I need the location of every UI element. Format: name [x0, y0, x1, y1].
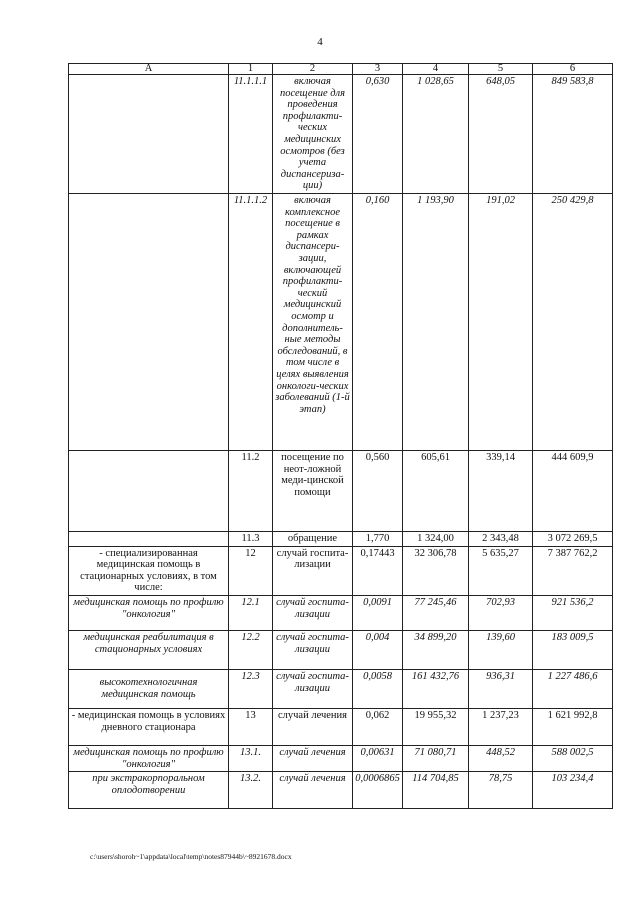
row-col3: 0,0058	[353, 669, 403, 708]
row-col3: 1,770	[353, 532, 403, 547]
row-number: 12	[229, 546, 273, 595]
row-col3: 0,630	[353, 75, 403, 194]
row-col4: 161 432,76	[403, 669, 469, 708]
row-number: 11.2	[229, 451, 273, 532]
table-row	[69, 194, 613, 451]
row-col5: 139,60	[469, 630, 533, 669]
row-col3: 0,00631	[353, 745, 403, 771]
row-number: 11.1.1.1	[229, 75, 273, 194]
row-col6: 250 429,8	[533, 194, 613, 451]
row-col4: 77 245,46	[403, 595, 469, 630]
table-header-row	[69, 64, 613, 75]
row-description	[69, 75, 229, 194]
row-unit: обращение	[273, 532, 353, 547]
row-description: - медицинская помощь в условиях дневного стационара	[69, 708, 229, 745]
row-description	[69, 194, 229, 451]
table-row	[69, 595, 613, 630]
table-row	[69, 630, 613, 669]
row-col5: 2 343,48	[469, 532, 533, 547]
row-description: медицинская помощь по профилю "онкология"	[69, 745, 229, 771]
row-number: 12.2	[229, 630, 273, 669]
row-col4: 71 080,71	[403, 745, 469, 771]
page-number: 4	[317, 36, 323, 48]
row-number: 13.2.	[229, 772, 273, 809]
row-description: при экстракорпоральном оплодотворении	[69, 772, 229, 809]
row-col3: 0,160	[353, 194, 403, 451]
file-path-footer: c:\users\shoroh~1\appdata\local\temp\notes87944b\~8921678.docx	[90, 852, 292, 861]
row-col5: 702,93	[469, 595, 533, 630]
row-description: медицинская реабилитация в стационарных условиях	[69, 630, 229, 669]
data-table	[68, 63, 613, 809]
row-col6: 7 387 762,2	[533, 546, 613, 595]
row-unit: случай лечения	[273, 772, 353, 809]
row-col4: 32 306,78	[403, 546, 469, 595]
row-description: высокотехнологичная медицинская помощь	[69, 669, 229, 708]
row-col5: 448,52	[469, 745, 533, 771]
table-row	[69, 546, 613, 595]
row-col5: 191,02	[469, 194, 533, 451]
row-col5: 1 237,23	[469, 708, 533, 745]
table-row	[69, 745, 613, 771]
row-description: - специализированная медицинская помощь в стационарных условиях, в том числе:	[69, 546, 229, 595]
row-col6: 588 002,5	[533, 745, 613, 771]
header-cell: 3	[353, 64, 403, 75]
header-cell: А	[69, 64, 229, 75]
row-col6: 921 536,2	[533, 595, 613, 630]
row-col4: 19 955,32	[403, 708, 469, 745]
row-col4: 1 193,90	[403, 194, 469, 451]
row-col3: 0,0091	[353, 595, 403, 630]
row-col4: 1 028,65	[403, 75, 469, 194]
row-col3: 0,560	[353, 451, 403, 532]
row-unit: случай госпита-лизации	[273, 669, 353, 708]
header-cell: 1	[229, 64, 273, 75]
row-unit: посещение по неот-ложной меди-цинской помощи	[273, 451, 353, 532]
row-col3: 0,062	[353, 708, 403, 745]
row-unit: включая посещение для проведения профилакти-ческих медицинских осмотров (без учета диспансериза-ции)	[273, 75, 353, 194]
row-col3: 0,0006865	[353, 772, 403, 809]
row-col6: 3 072 269,5	[533, 532, 613, 547]
row-description: медицинская помощь по профилю "онкология"	[69, 595, 229, 630]
header-cell: 5	[469, 64, 533, 75]
row-col5: 78,75	[469, 772, 533, 809]
row-description	[69, 532, 229, 547]
row-unit: случай лечения	[273, 745, 353, 771]
row-description	[69, 451, 229, 532]
row-col6: 1 227 486,6	[533, 669, 613, 708]
header-cell: 4	[403, 64, 469, 75]
row-number: 12.1	[229, 595, 273, 630]
row-unit: включая комплексное посещение в рамках диспансери-зации, включающей профилакти-ческий медицинский осмотр и дополнитель-ные методы обследований, в том числе в целях выявления онкологи-ческих заболеваний (1-й этап)	[273, 194, 353, 451]
header-cell: 2	[273, 64, 353, 75]
row-unit: случай госпита-лизации	[273, 595, 353, 630]
row-number: 11.1.1.2	[229, 194, 273, 451]
table-row	[69, 669, 613, 708]
table-row	[69, 451, 613, 532]
row-col5: 936,31	[469, 669, 533, 708]
row-number: 13	[229, 708, 273, 745]
row-col6: 444 609,9	[533, 451, 613, 532]
row-unit: случай госпита-лизации	[273, 630, 353, 669]
header-cell: 6	[533, 64, 613, 75]
row-col5: 648,05	[469, 75, 533, 194]
row-col4: 34 899,20	[403, 630, 469, 669]
row-number: 13.1.	[229, 745, 273, 771]
row-unit: случай лечения	[273, 708, 353, 745]
row-col5: 339,14	[469, 451, 533, 532]
row-unit: случай госпита-лизации	[273, 546, 353, 595]
row-col3: 0,17443	[353, 546, 403, 595]
row-col4: 1 324,00	[403, 532, 469, 547]
row-col6: 103 234,4	[533, 772, 613, 809]
row-col6: 183 009,5	[533, 630, 613, 669]
row-col6: 1 621 992,8	[533, 708, 613, 745]
row-number: 12.3	[229, 669, 273, 708]
row-col4: 605,61	[403, 451, 469, 532]
row-col5: 5 635,27	[469, 546, 533, 595]
table-row	[69, 772, 613, 809]
table-row	[69, 708, 613, 745]
row-col6: 849 583,8	[533, 75, 613, 194]
row-col3: 0,004	[353, 630, 403, 669]
table-row	[69, 532, 613, 547]
row-col4: 114 704,85	[403, 772, 469, 809]
row-number: 11.3	[229, 532, 273, 547]
table-row	[69, 75, 613, 194]
